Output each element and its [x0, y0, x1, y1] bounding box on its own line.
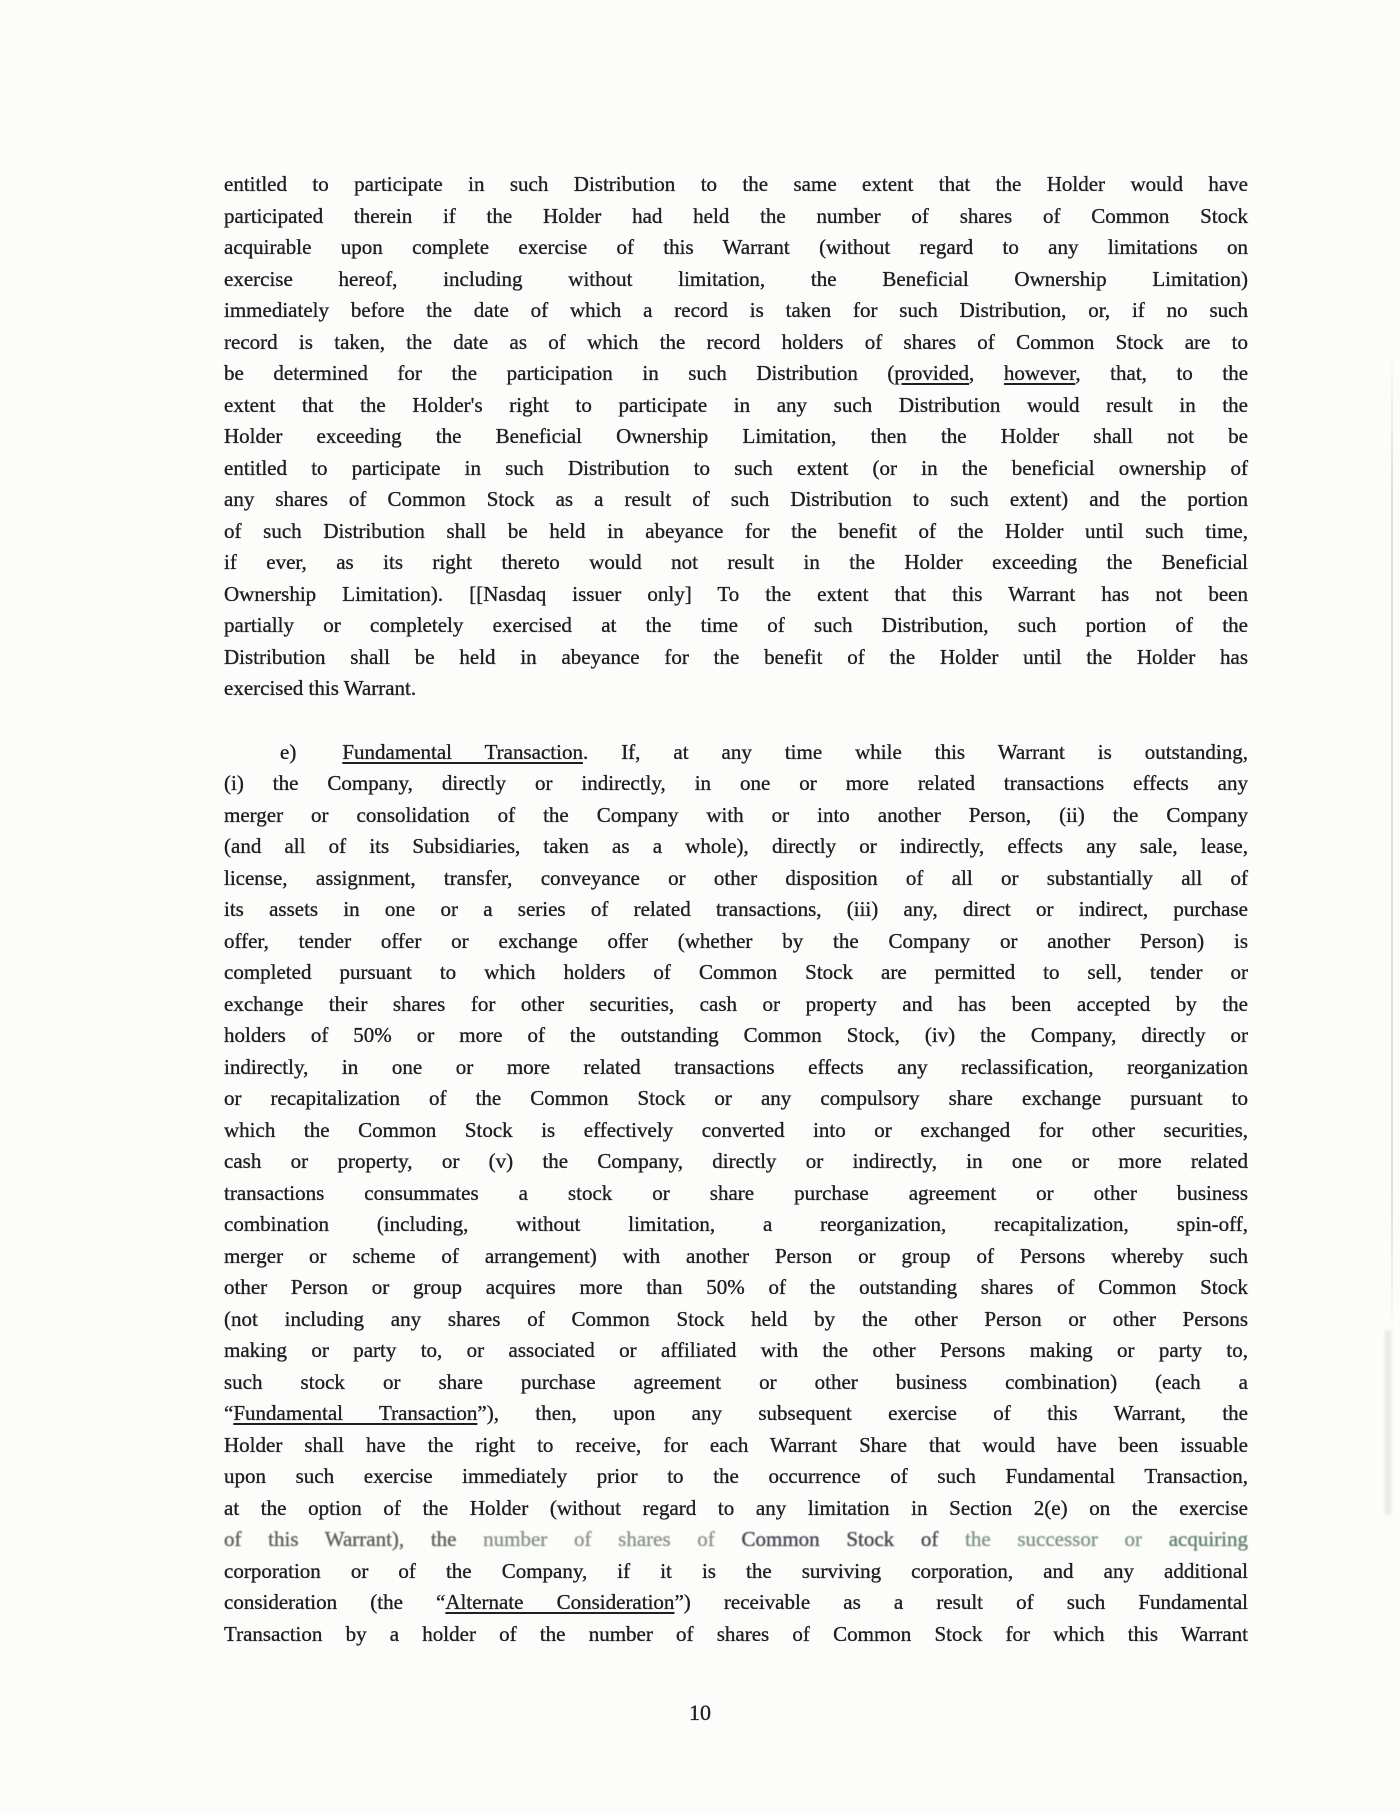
text-segment: merger or scheme of arrangement) with another Person or group of Persons whereby such: [224, 1243, 1248, 1268]
text-line: [224, 1367, 1248, 1399]
underlined-text: Fundamental Transaction: [342, 739, 583, 764]
text-segment: at the option of the Holder (without regard to any limitation in Section 2(e) on the exercise: [224, 1495, 1248, 1520]
text-line: [224, 579, 1248, 611]
document-text: [224, 169, 1248, 1650]
text-line: [224, 1272, 1248, 1304]
text-segment: Stock of: [846, 1527, 966, 1551]
text-line: [224, 737, 1248, 769]
text-line: [224, 421, 1248, 453]
text-segment: exercised this Warrant.: [224, 676, 417, 700]
text-segment: upon such exercise immediately prior to the occurrence of such Fundamental Transaction,: [224, 1464, 1248, 1488]
text-segment: ”), then, upon any subsequent exercise of this Warrant, the: [477, 1401, 1249, 1425]
text-segment: immediately before the date of which a record is taken for such Distribution, or, if no such: [224, 298, 1248, 322]
text-segment: ,: [969, 361, 1004, 385]
text-segment: license, assignment, transfer, conveyance or other disposition of all or substantially all of: [224, 865, 1248, 890]
text-segment: indirectly, in one or more related transactions effects any reclassification, reorganization: [224, 1054, 1248, 1079]
text-line: [224, 1115, 1248, 1147]
text-segment: (and all of its Subsidiaries, taken as a whole), directly or indirectly, effects any sale, lease,: [224, 834, 1248, 858]
text-segment: Distribution shall be held in abeyance for the benefit of the Holder until the Holder has: [224, 644, 1248, 669]
text-segment: merger or consolidation of the Company with or into another Person, (ii) the Company: [224, 802, 1248, 827]
text-line: [224, 295, 1248, 327]
text-line: [224, 894, 1248, 926]
text-line: [224, 1430, 1248, 1462]
underlined-text: however: [1003, 361, 1076, 385]
text-line: [224, 957, 1248, 989]
text-line: [224, 327, 1248, 359]
text-segment: consideration (the “: [224, 1590, 446, 1614]
text-line: [224, 516, 1248, 548]
text-line: [224, 1241, 1248, 1273]
fundamental-transaction-clause: [224, 737, 1248, 1651]
text-segment: partially or completely exercised at the time of such Distribution, such portion of the: [224, 613, 1248, 637]
text-segment: exercise hereof, including without limitation, the Beneficial Ownership Limitation): [224, 266, 1248, 291]
text-segment: e): [280, 739, 297, 764]
scan-artifact-right-line: [1391, 345, 1393, 1340]
text-segment: combination (including, without limitation, a reorganization, recapitalization, spin-off,: [224, 1212, 1248, 1236]
text-segment: , that, to the: [1075, 361, 1249, 385]
text-segment: record is taken, the date as of which the record holders of shares of Common Stock are to: [224, 329, 1248, 354]
text-line: [224, 831, 1248, 863]
text-segment: Ownership Limitation). [[Nasdaq issuer only] To the extent that this Warrant has not been: [224, 581, 1248, 606]
text-line: [224, 800, 1248, 832]
text-segment: “: [224, 1401, 234, 1425]
text-line: [224, 1461, 1248, 1493]
underlined-text: provided: [894, 361, 970, 385]
page-number: 10: [689, 1700, 711, 1725]
text-line: [224, 1020, 1248, 1052]
text-segment: of such Distribution shall be held in abeyance for the benefit of the Holder until such time,: [224, 518, 1248, 543]
text-segment: corporation or of the Company, if it is the surviving corporation, and any additional: [224, 1558, 1248, 1583]
text-segment: (not including any shares of Common Stock held by the other Person or other Persons: [224, 1306, 1248, 1331]
text-line: [224, 768, 1248, 800]
text-segment: if ever, as its right thereto would not result in the Holder exceeding the Beneficial: [224, 550, 1248, 574]
text-segment: . If, at any time while this Warrant is outstanding,: [582, 739, 1249, 764]
text-line: [224, 1524, 1248, 1556]
text-line: [224, 1619, 1248, 1651]
text-segment: other Person or group acquires more than 50% of the outstanding shares of Common Stock: [224, 1275, 1248, 1299]
text-line: [224, 547, 1248, 579]
text-segment: extent that the Holder's right to participate in any such Distribution would result in the: [224, 392, 1248, 417]
text-segment: transactions consummates a stock or share purchase agreement or other business: [224, 1180, 1248, 1205]
text-segment: holders of 50% or more of the outstanding Common Stock, (iv) the Company, directly or: [224, 1023, 1248, 1047]
scan-artifact-smudge: [1385, 1330, 1391, 1515]
text-line: [224, 673, 1248, 705]
text-line: [224, 610, 1248, 642]
text-segment: ”) receivable as a result of such Fundamental: [674, 1590, 1248, 1614]
text-segment: cash or property, or (v) the Company, directly or indirectly, in one or more related: [224, 1149, 1248, 1173]
text-segment: or recapitalization of the Common Stock or any compulsory share exchange pursuant to: [224, 1086, 1248, 1110]
text-segment: of this Warrant), the: [224, 1527, 484, 1551]
text-line: [224, 484, 1248, 516]
text-segment: which the Common Stock is effectively converted into or exchanged for other securities,: [224, 1117, 1248, 1142]
text-segment: the successor or: [965, 1527, 1169, 1551]
text-segment: any shares of Common Stock as a result of such Distribution to such extent) and the portion: [224, 487, 1248, 511]
text-line: [224, 1178, 1248, 1210]
text-line: [224, 989, 1248, 1021]
text-segment: Common: [741, 1527, 847, 1551]
text-segment: entitled to participate in such Distribution to such extent (or in the beneficial ownership of: [224, 455, 1248, 480]
text-segment: acquirable upon complete exercise of this Warrant (without regard to any limitations on: [224, 235, 1248, 259]
text-line: [224, 1146, 1248, 1178]
text-segment: its assets in one or a series of related transactions, (iii) any, direct or indirect, purchase: [224, 897, 1248, 921]
text-segment: (i) the Company, directly or indirectly, in one or more related transactions effects any: [224, 771, 1248, 795]
text-line: [224, 642, 1248, 674]
text-segment: number of shares of: [483, 1527, 742, 1551]
text-segment: entitled to participate in such Distribution to the same extent that the Holder would have: [224, 172, 1248, 196]
text-line: [224, 863, 1248, 895]
text-line: [224, 264, 1248, 296]
text-segment: be determined for the participation in such Distribution (: [224, 361, 895, 385]
text-line: [224, 926, 1248, 958]
text-line: [224, 1304, 1248, 1336]
underlined-text: Alternate Consideration: [445, 1590, 675, 1614]
distribution-participation-continuation: [224, 169, 1248, 705]
text-segment: such stock or share purchase agreement or other business combination) (each a: [224, 1369, 1248, 1394]
text-line: [224, 232, 1248, 264]
text-segment: participated therein if the Holder had held the number of shares of Common Stock: [224, 203, 1248, 228]
text-line: [224, 1398, 1248, 1430]
text-line: [224, 453, 1248, 485]
text-line: [224, 1083, 1248, 1115]
text-line: [224, 1335, 1248, 1367]
underlined-text: Fundamental Transaction: [233, 1401, 478, 1425]
text-segment: Transaction by a holder of the number of shares of Common Stock for which this Warrant: [224, 1621, 1248, 1646]
text-line: [224, 1587, 1248, 1619]
text-line: [224, 169, 1248, 201]
text-segment: offer, tender offer or exchange offer (whether by the Company or another Person) is: [224, 928, 1248, 953]
text-line: [224, 1209, 1248, 1241]
text-segment: making or party to, or associated or affiliated with the other Persons making or party to,: [224, 1338, 1248, 1362]
text-line: [224, 201, 1248, 233]
text-segment: completed pursuant to which holders of Common Stock are permitted to sell, tender or: [224, 960, 1248, 984]
text-line: [224, 358, 1248, 390]
text-line: [224, 1052, 1248, 1084]
text-line: [224, 1556, 1248, 1588]
text-line: [224, 1493, 1248, 1525]
text-segment: Holder exceeding the Beneficial Ownership Limitation, then the Holder shall not be: [224, 424, 1248, 448]
text-segment: acquiring: [1168, 1527, 1248, 1551]
text-line: [224, 390, 1248, 422]
text-segment: Holder shall have the right to receive, for each Warrant Share that would have been issuable: [224, 1432, 1248, 1457]
text-segment: exchange their shares for other securities, cash or property and has been accepted by the: [224, 991, 1248, 1016]
